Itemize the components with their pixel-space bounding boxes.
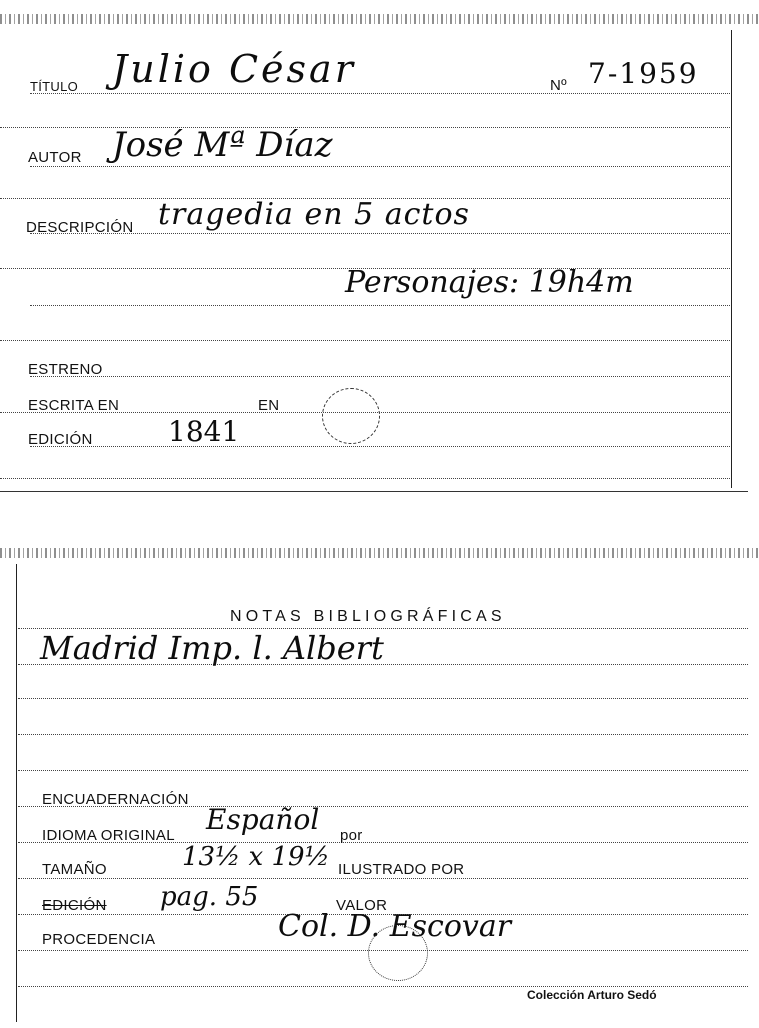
en-label: EN [258, 397, 280, 414]
ink-stamp-circle [322, 388, 380, 444]
titulo-label: TÍTULO [30, 79, 79, 94]
valor-label: VALOR [336, 897, 388, 914]
descripcion-value: tragedia en 5 actos [158, 197, 470, 232]
numero-label: Nº [550, 77, 567, 94]
edicion-label: EDICIÓN [42, 897, 107, 914]
tamano-value: 13½ x 19½ [182, 842, 330, 872]
tamano-label: TAMAÑO [42, 861, 107, 878]
ruled-line [0, 478, 730, 479]
idioma-label: IDIOMA ORIGINAL [42, 827, 175, 844]
ruled-line [30, 446, 730, 447]
ruled-line [30, 93, 730, 94]
card-right-border [731, 30, 732, 488]
por-label: por [340, 827, 363, 844]
catalog-card-front [0, 0, 759, 495]
notas-title: NOTAS BIBLIOGRÁFICAS [230, 608, 506, 625]
edicion-value: 1841 [168, 415, 240, 448]
edicion-label: EDICIÓN [28, 431, 93, 448]
ruled-line [30, 305, 730, 306]
ruled-line [18, 986, 748, 987]
ruled-line [30, 166, 730, 167]
ruled-line [0, 340, 730, 341]
ink-stamp-circle [368, 925, 428, 981]
ruled-line [0, 127, 730, 128]
ilustrado-label: ILUSTRADO POR [338, 861, 465, 878]
personajes-value: Personajes: 19h4m [345, 265, 634, 300]
descripcion-label: DESCRIPCIÓN [26, 219, 134, 236]
titulo-value: Julio César [112, 47, 356, 91]
notas-value: Madrid Imp. l. Albert [40, 629, 384, 667]
ruled-line [18, 734, 748, 735]
encuadernacion-label: ENCUADERNACIÓN [42, 791, 189, 808]
catalog-card-back [0, 540, 759, 1028]
procedencia-label: PROCEDENCIA [42, 931, 156, 948]
torn-edge-top [0, 14, 759, 24]
ruled-line [18, 878, 748, 879]
numero-value: 7-1959 [588, 57, 699, 90]
ruled-line [30, 376, 730, 377]
collection-credit: Colección Arturo Sedó [527, 988, 657, 1002]
card-left-border [16, 564, 17, 1022]
procedencia-value: Col. D. Escovar [278, 909, 512, 944]
escrita-label: ESCRITA EN [28, 397, 120, 414]
autor-label: AUTOR [28, 149, 82, 166]
estreno-label: ESTRENO [28, 361, 103, 378]
idioma-value: Español [206, 803, 320, 836]
torn-edge-top [0, 548, 759, 558]
ruled-line [18, 770, 748, 771]
ruled-line [18, 698, 748, 699]
card-bottom-border [0, 491, 748, 492]
edicion-value: pag. 55 [160, 882, 259, 912]
autor-value: José Mª Díaz [112, 125, 333, 165]
ruled-line [30, 233, 730, 234]
